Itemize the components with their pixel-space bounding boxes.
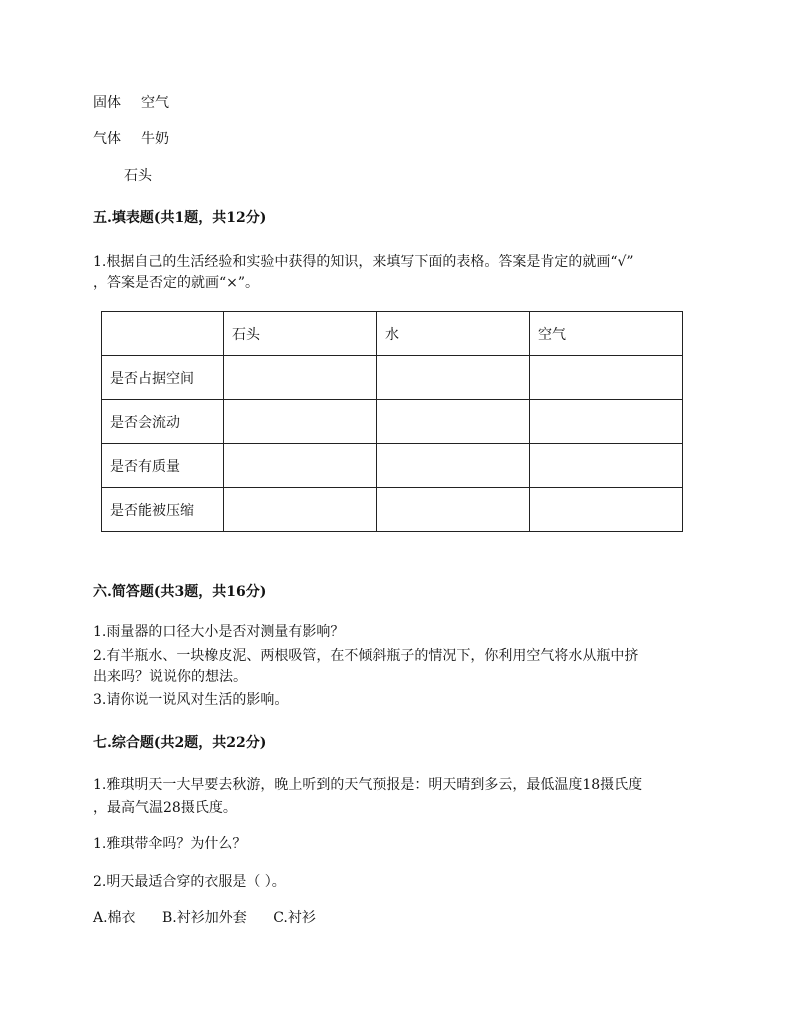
match-right-milk: 牛奶 xyxy=(141,131,169,147)
match-right-air: 空气 xyxy=(141,95,169,111)
section-5-heading: 五.填表题(共1题，共12分) xyxy=(93,210,267,226)
table-answer-cell xyxy=(377,356,530,400)
table-row-label: 是否会流动 xyxy=(102,400,224,444)
option-a: A.棉衣 xyxy=(93,910,136,926)
match-left-solid: 固体 xyxy=(93,95,121,111)
table-row-label: 是否能被压缩 xyxy=(102,488,224,532)
section-7-intro-line-1: 1.雅琪明天一大早要去秋游，晚上听到的天气预报是：明天晴到多云，最低温度18摄氏度 xyxy=(93,777,643,793)
table-header-cell xyxy=(102,312,224,356)
section-5-question-line-2: ，答案是否定的就画“×”。 xyxy=(93,275,260,291)
table-row xyxy=(102,400,683,444)
section-6-question-3: 3.请你说一说风对生活的影响。 xyxy=(93,692,289,708)
table-row-label: 是否有质量 xyxy=(102,444,224,488)
match-row-1 xyxy=(93,93,169,113)
table-answer-cell xyxy=(530,488,683,532)
table-answer-cell xyxy=(377,400,530,444)
section-6-heading: 六.简答题(共3题，共16分) xyxy=(93,584,267,600)
fill-table xyxy=(101,311,683,532)
table-row-label: 是否占据空间 xyxy=(102,356,224,400)
section-7-subquestion-2: 2.明天最适合穿的衣服是（ ）。 xyxy=(93,874,286,890)
section-7-subquestion-1: 1.雅琪带伞吗？为什么？ xyxy=(93,836,247,852)
section-6-question-1: 1.雨量器的口径大小是否对测量有影响？ xyxy=(93,624,345,640)
match-right-stone: 石头 xyxy=(124,168,152,184)
table-answer-cell xyxy=(224,400,377,444)
table-answer-cell xyxy=(224,444,377,488)
section-7-heading: 七.综合题(共2题，共22分) xyxy=(93,735,267,751)
table-header-cell: 石头 xyxy=(224,312,377,356)
match-row-2 xyxy=(93,129,169,149)
answer-options xyxy=(93,908,316,928)
section-5-question-line-1: 1.根据自己的生活经验和实验中获得的知识，来填写下面的表格。答案是肯定的就画“√” xyxy=(93,254,634,270)
table-row xyxy=(102,444,683,488)
table-header-cell: 水 xyxy=(377,312,530,356)
table-row xyxy=(102,356,683,400)
table-row xyxy=(102,488,683,532)
table-answer-cell xyxy=(224,356,377,400)
section-6-question-2-line-2: 出来吗？说说你的想法。 xyxy=(93,669,247,685)
section-6-question-2-line-1: 2.有半瓶水、一块橡皮泥、两根吸管，在不倾斜瓶子的情况下，你利用空气将水从瓶中挤 xyxy=(93,648,639,664)
section-7-intro-line-2: ，最高气温28摄氏度。 xyxy=(93,800,237,816)
table-header-cell: 空气 xyxy=(530,312,683,356)
table-answer-cell xyxy=(530,444,683,488)
table-answer-cell xyxy=(530,400,683,444)
table-answer-cell xyxy=(530,356,683,400)
option-c: C.衬衫 xyxy=(273,910,316,926)
option-b: B.衬衫加外套 xyxy=(162,910,247,926)
table-answer-cell xyxy=(224,488,377,532)
table-answer-cell xyxy=(377,488,530,532)
table-answer-cell xyxy=(377,444,530,488)
table-header-row xyxy=(102,312,683,356)
match-left-gas: 气体 xyxy=(93,131,121,147)
